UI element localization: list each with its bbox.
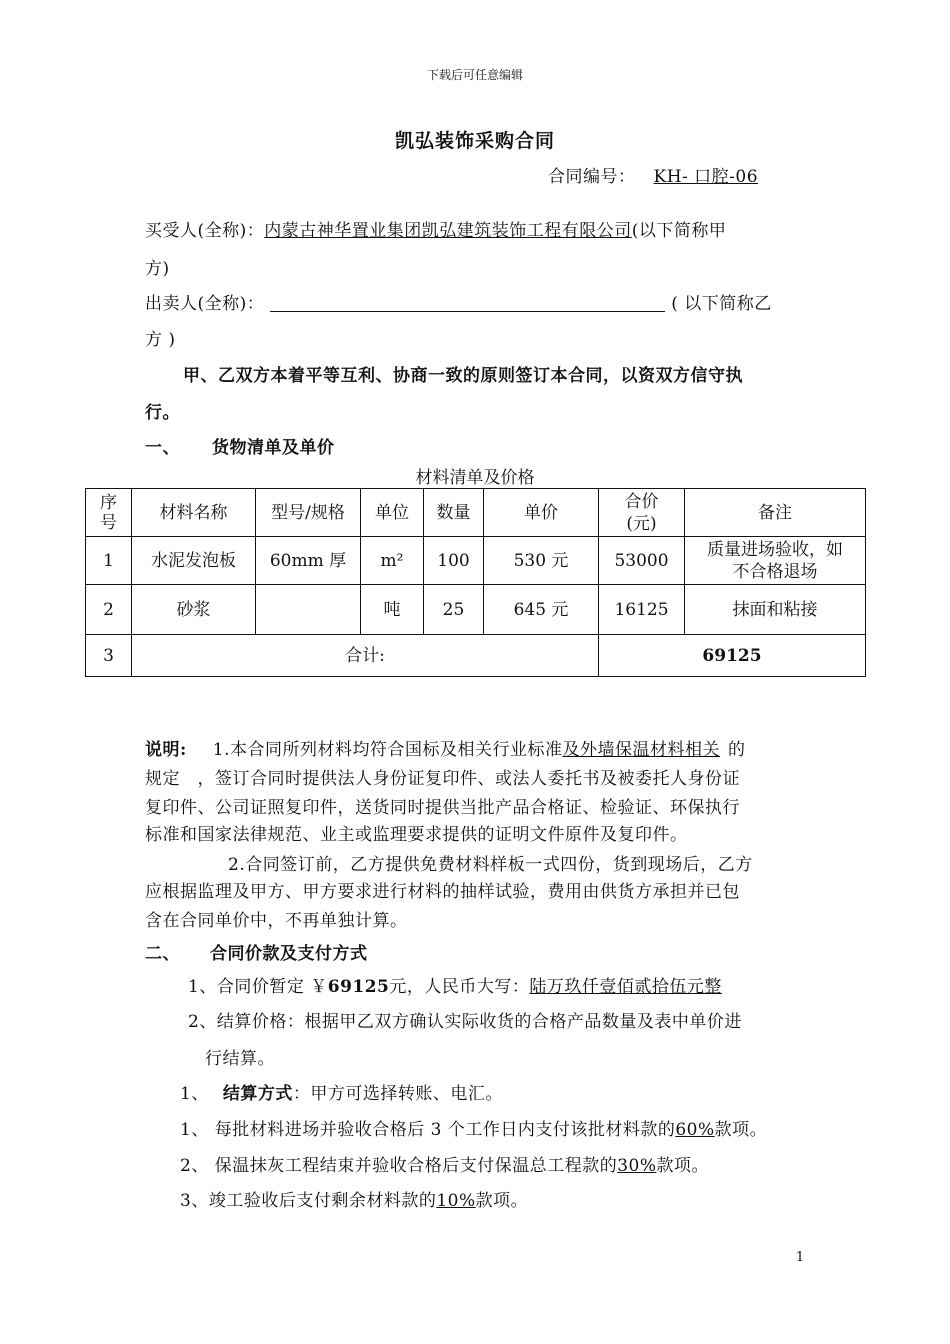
note1-text-underlined: 及外墙保温材料相关 — [562, 740, 721, 760]
header-total: 合价(元) — [599, 489, 685, 537]
note1-line2: 规定 ，签订合同时提供法人身份证复印件、或法人委托书及被委托人身份证 — [145, 769, 740, 789]
note1-line3: 复印件、公司证照复印件，送货同时提供当批产品合格证、检验证、环保执行 — [145, 798, 740, 818]
pay1-pct: 60% — [675, 1120, 715, 1140]
pay1-prefix: 1、 每批材料进场并验收合格后 3 个工作日内支付该批材料款的 — [180, 1120, 676, 1140]
table-header-row — [86, 489, 866, 537]
table-row — [86, 585, 866, 635]
seller-suffix: ( 以下简称乙 — [671, 294, 772, 314]
table-sum-row — [86, 635, 866, 677]
row-qty: 100 — [424, 537, 484, 585]
table-caption: 材料清单及价格 — [415, 468, 535, 488]
page-header: 下载后可任意编辑 — [426, 68, 523, 82]
row-price: 645 元 — [484, 585, 599, 635]
pay3-prefix: 3、竣工验收后支付剩余材料款的 — [180, 1191, 437, 1211]
contract-number — [548, 162, 768, 187]
header-price: 单价 — [484, 489, 599, 537]
page-number: 1 — [795, 1250, 805, 1265]
row-no: 2 — [86, 585, 132, 635]
sum-label: 合计: — [132, 635, 599, 677]
row-qty: 25 — [424, 585, 484, 635]
contract-number-value: KH- 口腔-06 — [653, 167, 759, 187]
intro-line1: 甲、乙双方本着平等互利、协商一致的原则签订本合同，以资双方信守执 — [183, 366, 743, 386]
section2-title: 合同价款及支付方式 — [210, 944, 368, 964]
pay2-pct: 30% — [617, 1156, 657, 1176]
row-no: 1 — [86, 537, 132, 585]
row-remark: 质量进场验收，如不合格退场 — [685, 537, 866, 585]
payment-label: 结算方式 — [222, 1084, 293, 1104]
row-name: 水泥发泡板 — [132, 537, 256, 585]
row-unit: m² — [361, 537, 424, 585]
row-remark: 抹面和粘接 — [685, 585, 866, 635]
note1-text-b: 的 — [728, 740, 746, 760]
row-spec — [256, 585, 361, 635]
section1-title: 货物清单及单价 — [212, 438, 335, 458]
notes-label: 说明: — [145, 740, 187, 760]
settle-line1: 2、结算价格：根据甲乙双方确认实际收货的合格产品数量及表中单价进 — [188, 1012, 742, 1032]
settle-line2: 行结算。 — [205, 1049, 275, 1069]
header-spec: 型号/规格 — [256, 489, 361, 537]
intro-line2: 行。 — [145, 403, 180, 423]
note1-line4: 标准和国家法律规范、业主或监理要求提供的证明文件原件及复印件。 — [145, 825, 688, 845]
table-row — [86, 537, 866, 585]
header-no: 序号 — [86, 489, 132, 537]
buyer-label: 买受人(全称)： — [145, 221, 265, 241]
seller-suffix-cont: 方 ) — [145, 330, 176, 350]
row-total: 16125 — [599, 585, 685, 635]
seller-name-blank — [270, 295, 665, 312]
pay3-pct: 10% — [436, 1191, 476, 1211]
price-mid: 元，人民币大写： — [389, 977, 530, 997]
seller-label: 出卖人(全称)： — [145, 294, 265, 314]
payment-term-3 — [180, 1186, 528, 1211]
row-unit: 吨 — [361, 585, 424, 635]
pay2-suffix: 款项。 — [656, 1156, 710, 1176]
payment-method-line — [180, 1079, 503, 1104]
pay3-suffix: 款项。 — [475, 1191, 529, 1211]
payment-term-2 — [180, 1151, 709, 1176]
note1-text-a: 1.本合同所列材料均符合国标及相关行业标准 — [212, 740, 563, 760]
section2-num: 二、 — [145, 944, 180, 964]
contract-title: 凯弘装饰采购合同 — [394, 130, 555, 152]
buyer-suffix: (以下简称甲 — [631, 221, 727, 241]
contract-price-line — [188, 972, 722, 997]
goods-table — [85, 488, 866, 677]
sum-no: 3 — [86, 635, 132, 677]
row-name: 砂浆 — [132, 585, 256, 635]
row-price: 530 元 — [484, 537, 599, 585]
row-spec: 60mm 厚 — [256, 537, 361, 585]
pay1-suffix: 款项。 — [714, 1120, 768, 1140]
payment-num: 1、 — [180, 1084, 209, 1104]
note2-line2: 应根据监理及甲方、甲方要求进行材料的抽样试验，费用由供货方承担并已包 — [145, 882, 740, 902]
contract-number-label: 合同编号： — [548, 167, 636, 187]
buyer-suffix-cont: 方) — [145, 259, 170, 279]
pay2-prefix: 2、 保温抹灰工程结束并验收合格后支付保温总工程款的 — [180, 1156, 618, 1176]
header-remark: 备注 — [685, 489, 866, 537]
price-prefix: 1、合同价暂定 ￥ — [188, 977, 328, 997]
buyer-line — [145, 216, 726, 241]
note2-line1: 2.合同签订前，乙方提供免费材料样板一式四份，货到现场后，乙方 — [228, 855, 753, 875]
seller-line — [145, 289, 772, 314]
price-amount: 69125 — [327, 977, 390, 997]
note2-line3: 含在合同单价中，不再单独计算。 — [145, 911, 408, 931]
header-qty: 数量 — [424, 489, 484, 537]
header-unit: 单位 — [361, 489, 424, 537]
sum-value: 69125 — [599, 635, 866, 677]
payment-text: ：甲方可选择转账、电汇。 — [292, 1084, 503, 1104]
note1-line1 — [145, 735, 746, 760]
price-words: 陆万玖仟壹佰贰拾伍元整 — [529, 977, 722, 997]
payment-term-1 — [180, 1115, 767, 1140]
row-total: 53000 — [599, 537, 685, 585]
header-name: 材料名称 — [132, 489, 256, 537]
section1-num: 一、 — [145, 438, 180, 458]
buyer-name: 内蒙古神华置业集团凯弘建筑装饰工程有限公司 — [264, 221, 632, 241]
